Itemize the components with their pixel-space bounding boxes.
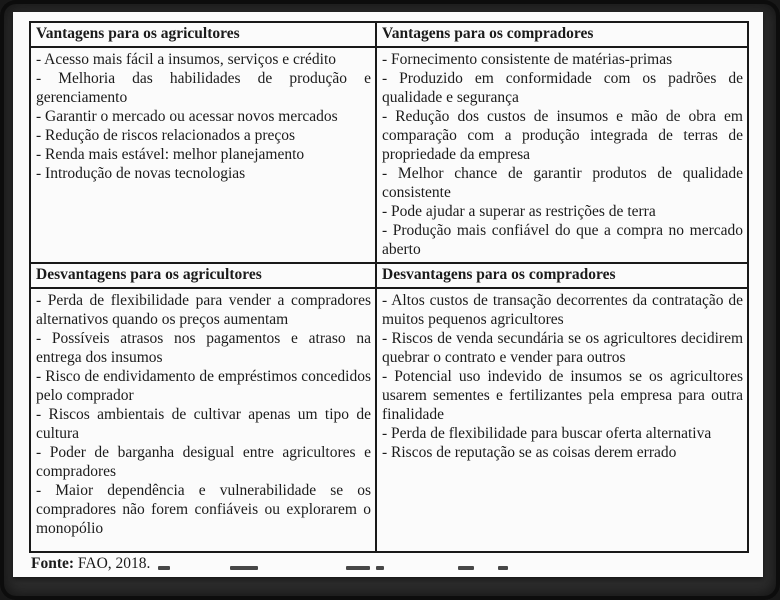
bullet-item: - Produção mais confiável do que a compra no mercado aberto bbox=[382, 222, 743, 258]
bullet-item: - Redução de riscos relacionados a preços bbox=[36, 127, 296, 144]
remnant-mark bbox=[230, 566, 258, 570]
remnant-mark bbox=[498, 566, 508, 570]
bullet-item: - Riscos de reputação se as coisas derem errado bbox=[382, 444, 677, 461]
bullet-item: - Perda de flexibilidade para vender a compradores alternativos quando os preços aumentam bbox=[36, 292, 371, 328]
bullet-item: - Melhoria das habilidades de produção e gerenciamento bbox=[36, 70, 371, 106]
source-note bbox=[31, 555, 763, 573]
bullet-item: - Renda mais estável: melhor planejamento bbox=[36, 146, 305, 163]
header-desvantagens-agricultores: Desvantagens para os agricultores bbox=[31, 264, 377, 289]
bullet-item: - Acesso mais fácil a insumos, serviços e crédito bbox=[36, 51, 337, 68]
cut-off-text-remnants bbox=[158, 566, 718, 570]
cell-desvantagens-compradores bbox=[377, 289, 747, 551]
bullet-item: - Introdução de novas tecnologias bbox=[36, 165, 246, 182]
bullet-item: - Redução dos custos de insumos e mão de obra em comparação com a produção integrada de terras de propriedade da empresa bbox=[382, 108, 743, 163]
cell-vantagens-compradores bbox=[377, 48, 747, 264]
bullet-item: - Riscos de venda secundária se os agricultores decidirem quebrar o contrato e vender para outros bbox=[382, 330, 743, 366]
bullet-item: - Risco de endividamento de empréstimos concedidos pelo comprador bbox=[36, 368, 371, 404]
remnant-mark bbox=[158, 566, 170, 570]
header-desvantagens-compradores: Desvantagens para os compradores bbox=[377, 264, 747, 289]
bullet-item: - Poder de barganha desigual entre agricultores e compradores bbox=[36, 444, 371, 480]
bullet-item: - Produzido em conformidade com os padrões de qualidade e segurança bbox=[382, 70, 743, 106]
remnant-mark bbox=[346, 566, 370, 570]
cell-vantagens-agricultores bbox=[31, 48, 377, 264]
bullet-item: - Maior dependência e vulnerabilidade se os compradores não forem confiáveis ou explorarem o monopólio bbox=[36, 482, 371, 537]
header-vantagens-agricultores: Vantagens para os agricultores bbox=[31, 23, 377, 48]
contract-farming-table bbox=[29, 21, 749, 553]
bullet-item: - Potencial uso indevido de insumos se os agricultores usarem sementes e fertilizantes pela empresa para outra finalidade bbox=[382, 368, 743, 423]
bullet-item: - Altos custos de transação decorrentes da contratação de muitos pequenos agricultores bbox=[382, 292, 743, 328]
bullet-item: - Perda de flexibilidade para buscar oferta alternativa bbox=[382, 425, 712, 442]
header-vantagens-compradores: Vantagens para os compradores bbox=[377, 23, 747, 48]
source-label: Fonte: bbox=[31, 555, 75, 572]
bullet-item: - Riscos ambientais de cultivar apenas um tipo de cultura bbox=[36, 406, 371, 442]
bullet-item: - Fornecimento consistente de matérias-primas bbox=[382, 51, 673, 68]
cell-desvantagens-agricultores bbox=[31, 289, 377, 551]
remnant-mark bbox=[458, 566, 474, 570]
document-page bbox=[13, 12, 763, 577]
remnant-mark bbox=[376, 566, 384, 570]
source-value: FAO, 2018. bbox=[74, 555, 151, 572]
bullet-item: - Possíveis atrasos nos pagamentos e atraso na entrega dos insumos bbox=[36, 330, 371, 366]
bullet-item: - Garantir o mercado ou acessar novos mercados bbox=[36, 108, 338, 125]
bullet-item: - Melhor chance de garantir produtos de qualidade consistente bbox=[382, 165, 743, 201]
bullet-item: - Pode ajudar a superar as restrições de terra bbox=[382, 203, 656, 220]
